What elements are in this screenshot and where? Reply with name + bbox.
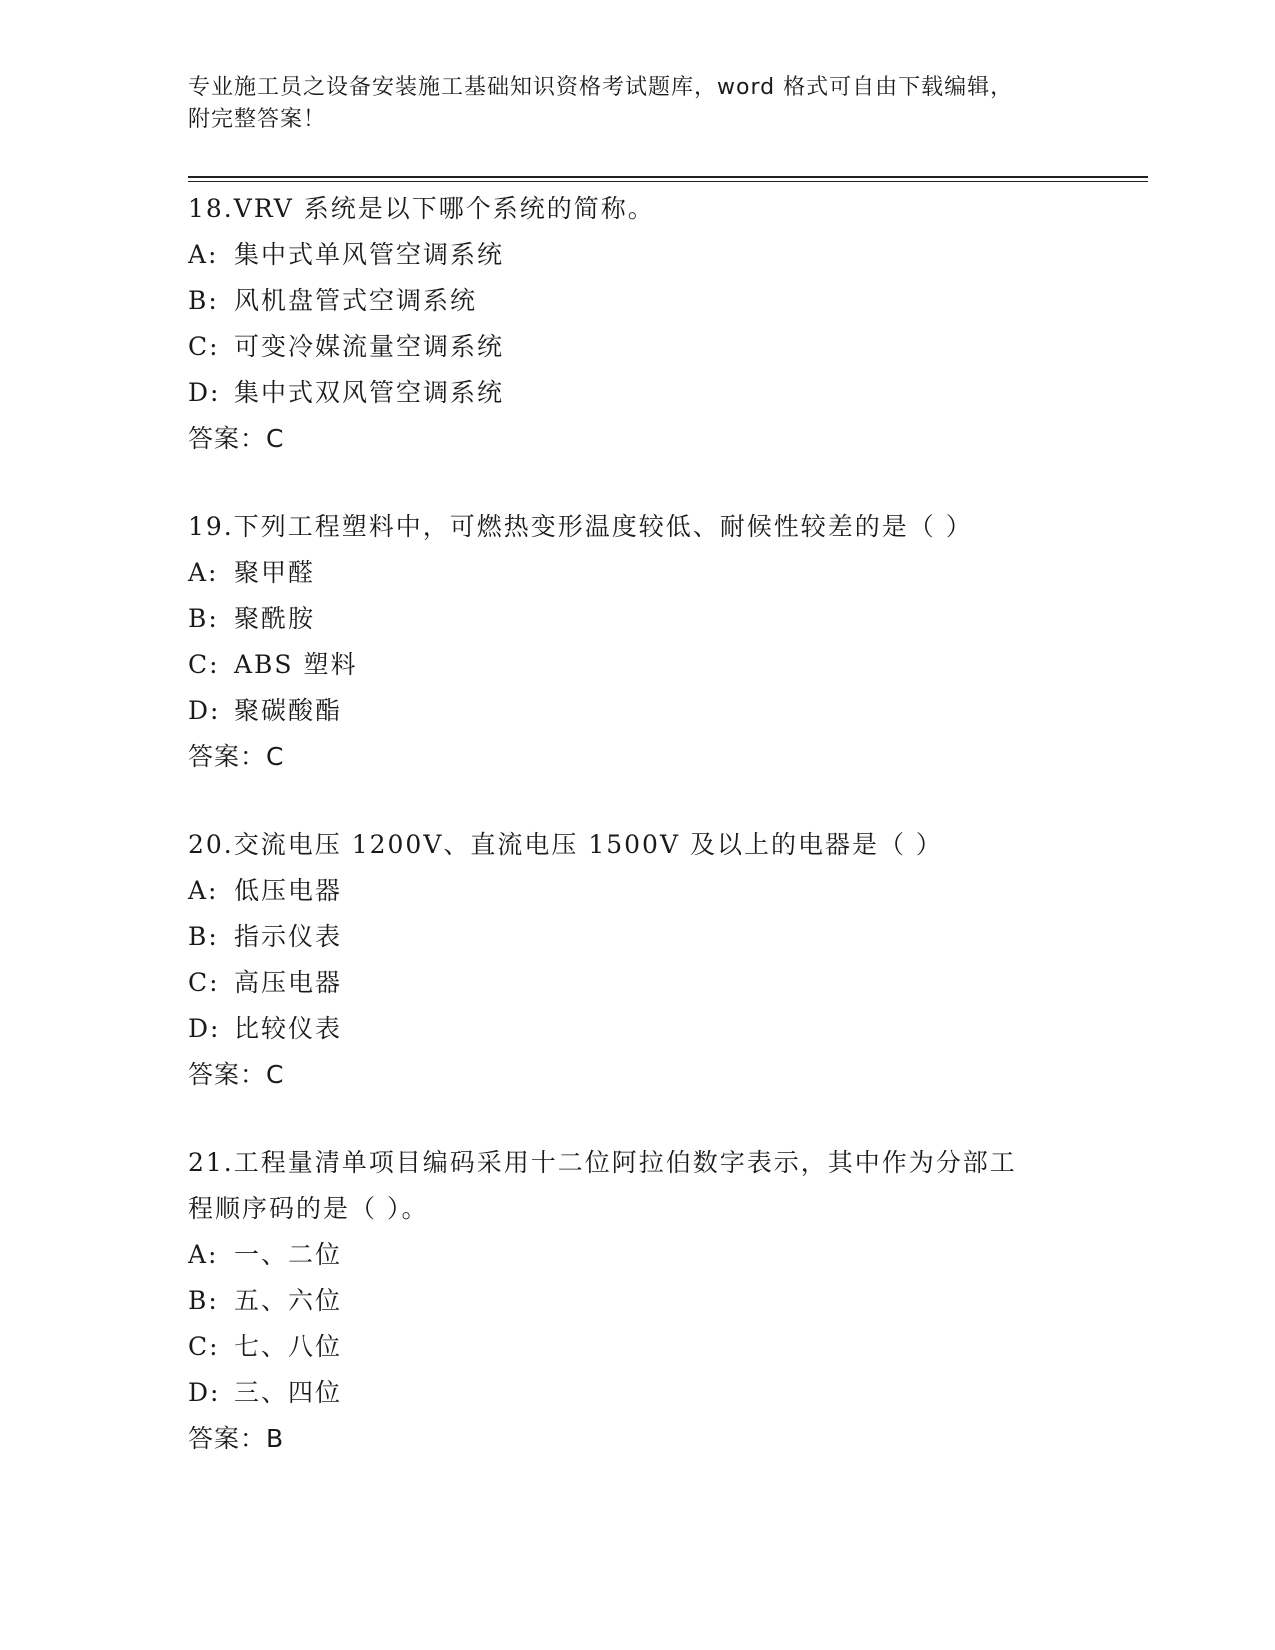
option-letter: C:	[188, 650, 220, 679]
option-letter: D:	[188, 1014, 221, 1043]
option-text: 风机盘管式空调系统	[234, 286, 478, 315]
option-letter: B:	[188, 1286, 219, 1315]
header-line-1: 专业施工员之设备安装施工基础知识资格考试题库，word 格式可自由下载编辑，	[188, 75, 1014, 100]
option-text: 三、四位	[234, 1378, 343, 1407]
option-b	[188, 914, 1108, 960]
answer-line: 答案：C	[188, 1060, 285, 1089]
option-a	[188, 1232, 1108, 1278]
question-stem: 20.交流电压 1200V、直流电压 1500V 及以上的电器是（ ）	[188, 830, 943, 859]
document-header	[188, 72, 1068, 136]
option-a	[188, 550, 1108, 596]
question-stem-line-2: 程顺序码的是（ ）。	[188, 1194, 429, 1223]
option-c	[188, 1324, 1108, 1370]
option-b	[188, 1278, 1108, 1324]
option-c	[188, 960, 1108, 1006]
option-letter: A:	[188, 558, 219, 587]
option-text: 低压电器	[234, 876, 343, 905]
question-stem-line-1: 21.工程量清单项目编码采用十二位阿拉伯数字表示，其中作为分部工	[188, 1148, 1017, 1177]
option-c	[188, 324, 1108, 370]
option-d	[188, 1370, 1108, 1416]
option-text: 指示仪表	[234, 922, 343, 951]
option-letter: C:	[188, 968, 220, 997]
header-rule-thin	[188, 181, 1148, 182]
option-letter: D:	[188, 1378, 221, 1407]
option-letter: D:	[188, 378, 221, 407]
option-letter: A:	[188, 240, 219, 269]
option-letter: A:	[188, 876, 219, 905]
option-d	[188, 688, 1108, 734]
option-text: 高压电器	[234, 968, 343, 997]
option-text: 聚碳酸酯	[234, 696, 343, 725]
header-rule-thick	[188, 176, 1148, 178]
option-text: 聚酰胺	[234, 604, 316, 633]
option-letter: B:	[188, 604, 219, 633]
option-letter: B:	[188, 922, 219, 951]
option-letter: C:	[188, 332, 220, 361]
option-b	[188, 278, 1108, 324]
option-text: 七、八位	[234, 1332, 343, 1361]
option-text: 可变冷媒流量空调系统	[234, 332, 505, 361]
option-text: 聚甲醛	[234, 558, 316, 587]
question-18	[188, 186, 1108, 462]
option-text: ABS 塑料	[234, 650, 358, 679]
question-stem: 18.VRV 系统是以下哪个系统的简称。	[188, 194, 655, 223]
option-d	[188, 370, 1108, 416]
option-letter: A:	[188, 1240, 219, 1269]
answer-line: 答案：B	[188, 1424, 285, 1453]
option-text: 集中式单风管空调系统	[234, 240, 505, 269]
option-text: 比较仪表	[234, 1014, 343, 1043]
header-line-2: 附完整答案！	[188, 107, 327, 132]
option-letter: D:	[188, 696, 221, 725]
question-20	[188, 822, 1108, 1098]
option-c	[188, 642, 1108, 688]
option-text: 五、六位	[234, 1286, 343, 1315]
answer-line: 答案：C	[188, 424, 285, 453]
question-stem: 19.下列工程塑料中，可燃热变形温度较低、耐候性较差的是（ ）	[188, 512, 973, 541]
option-a	[188, 868, 1108, 914]
option-letter: B:	[188, 286, 219, 315]
option-d	[188, 1006, 1108, 1052]
option-b	[188, 596, 1108, 642]
option-text: 一、二位	[234, 1240, 343, 1269]
answer-line: 答案：C	[188, 742, 285, 771]
question-21	[188, 1140, 1108, 1462]
question-19	[188, 504, 1108, 780]
option-a	[188, 232, 1108, 278]
option-text: 集中式双风管空调系统	[234, 378, 505, 407]
option-letter: C:	[188, 1332, 220, 1361]
